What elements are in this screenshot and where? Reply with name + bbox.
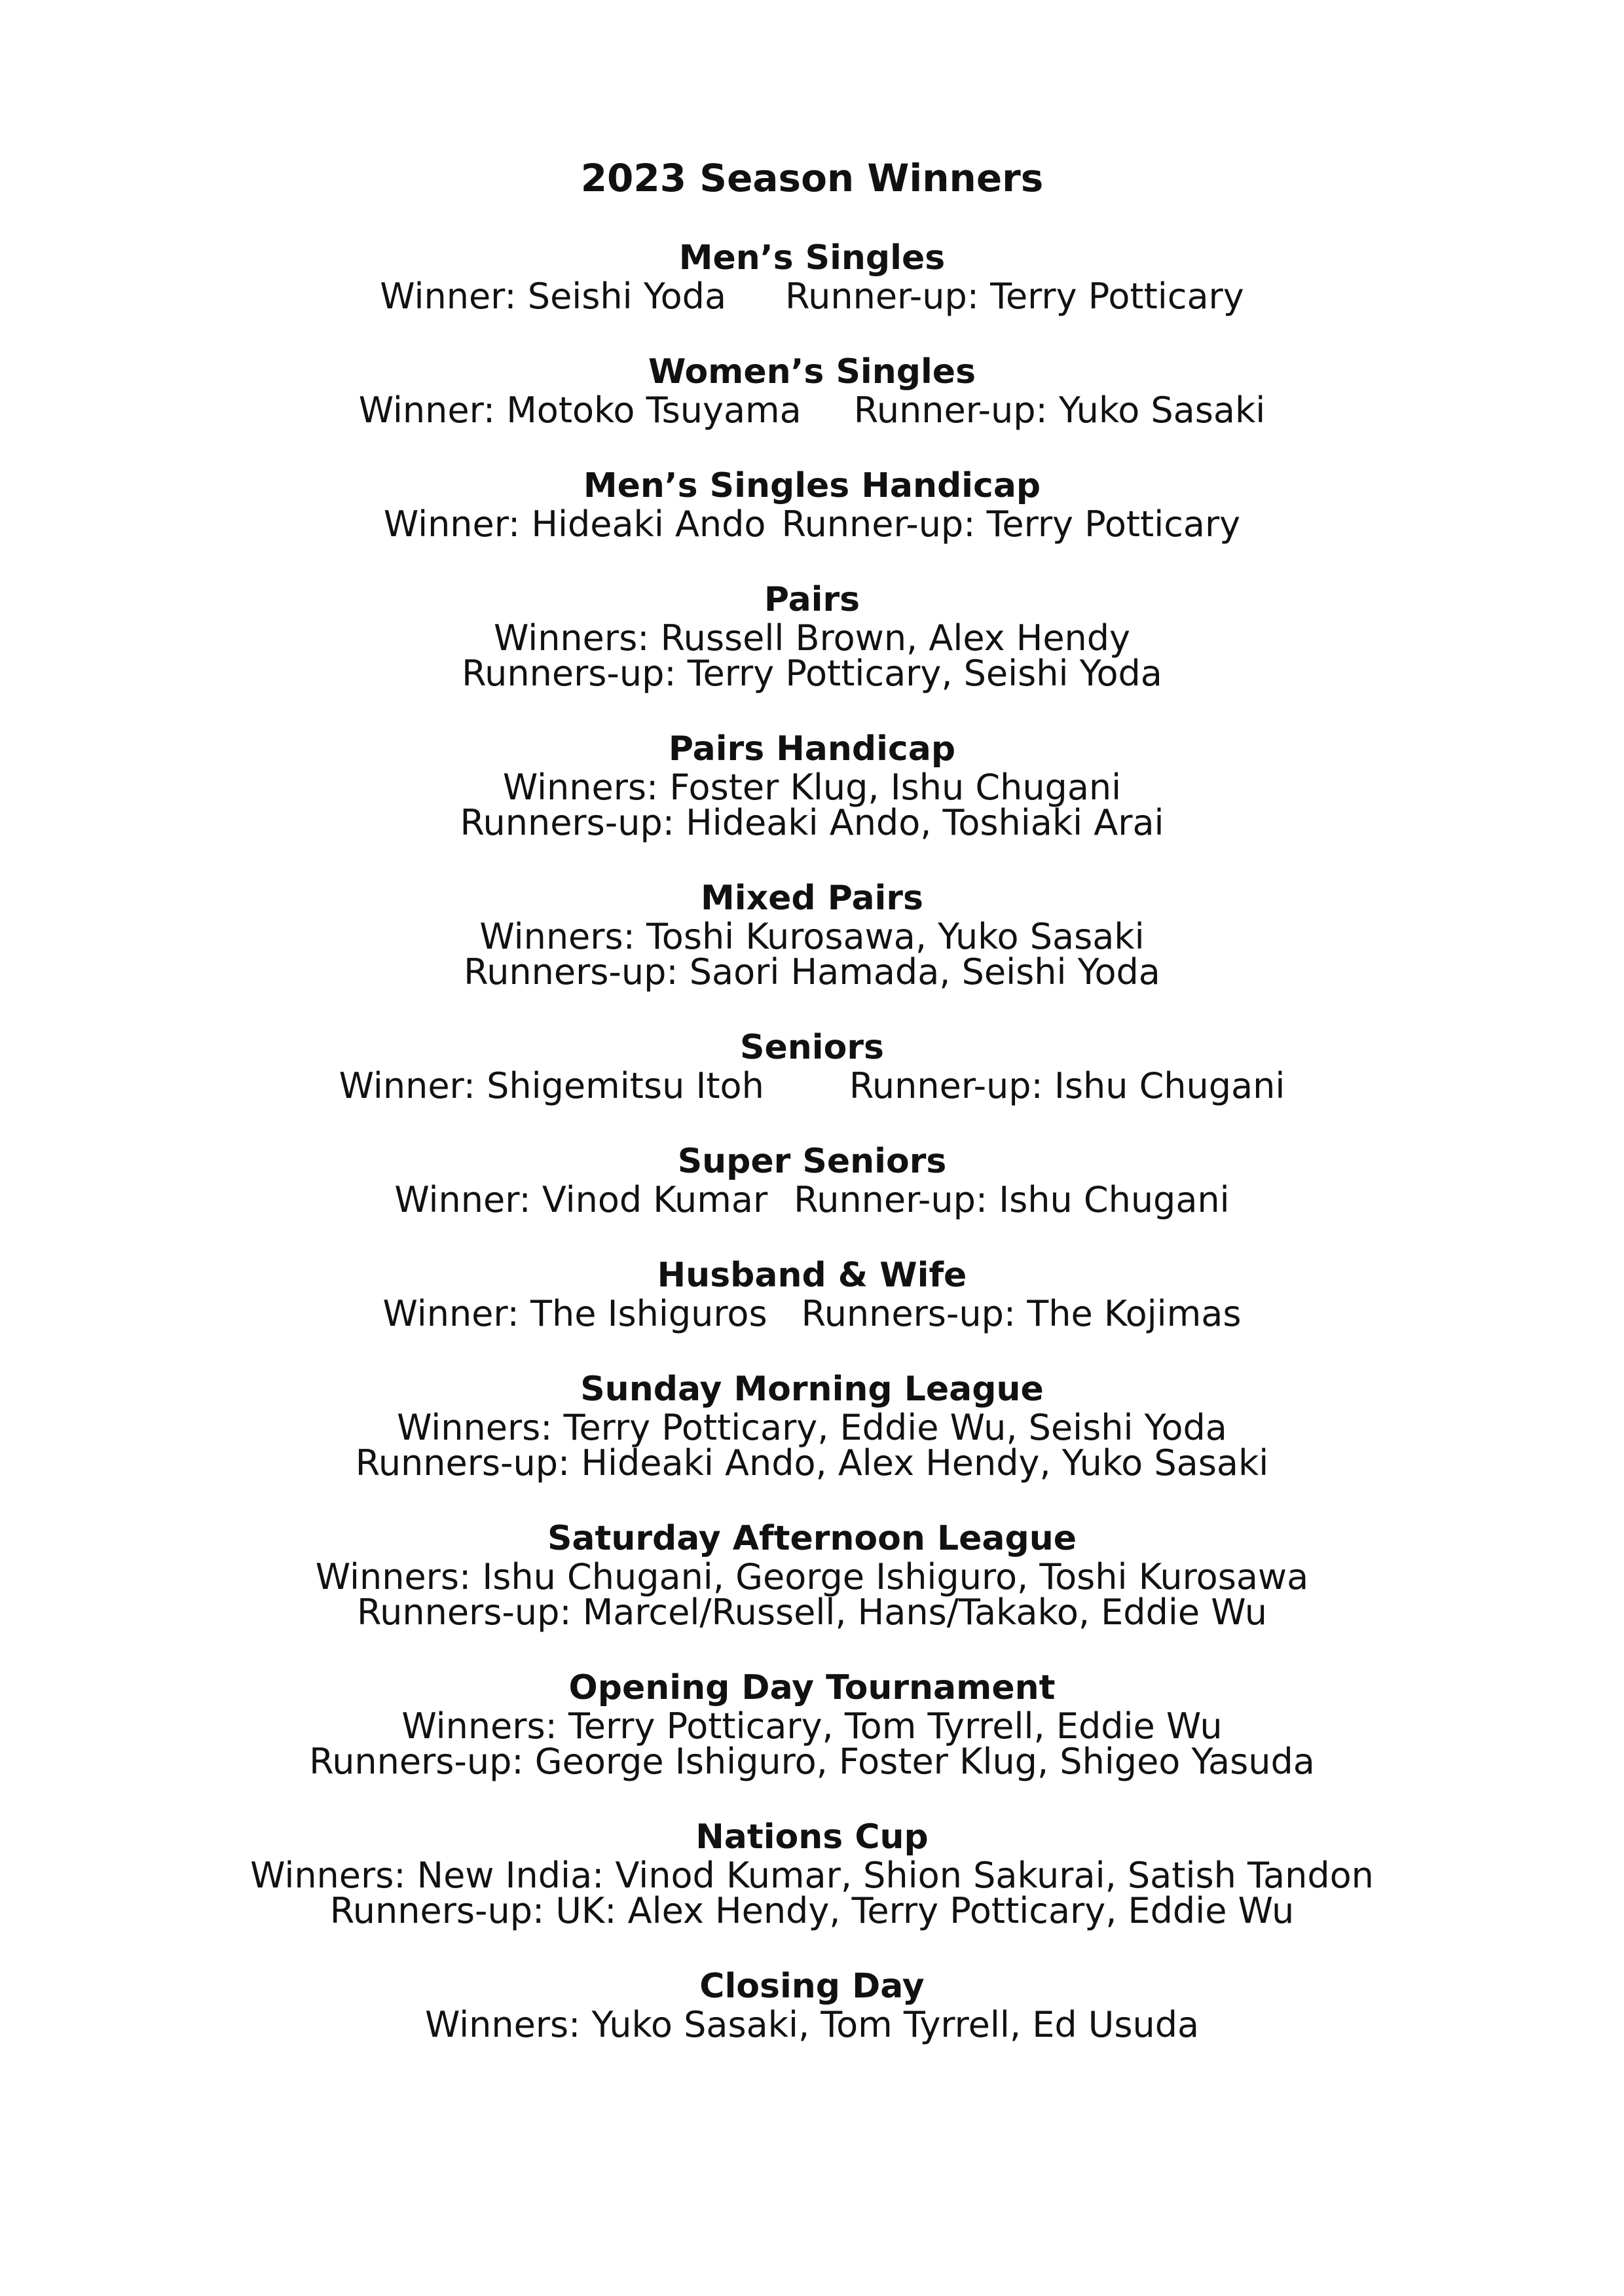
- runner-up-text: Runner-up: Ishu Chugani: [794, 1179, 1230, 1220]
- runners-up-line: Runners-up: UK: Alex Hendy, Terry Potticary, Eddie Wu: [329, 1890, 1295, 1931]
- section-heading: Mixed Pairs: [701, 879, 923, 918]
- winner-text: Winner: Motoko Tsuyama: [358, 390, 802, 431]
- section-mens-singles-handicap: [0, 465, 1624, 545]
- result-line: [0, 276, 1624, 317]
- result-line: [0, 1065, 1624, 1106]
- runners-up-line: Runners-up: Marcel/Russell, Hans/Takako, Eddie Wu: [357, 1592, 1267, 1633]
- section-heading: Pairs: [764, 580, 860, 619]
- section-nations-cup: [0, 1816, 1624, 1929]
- winners-line: Winners: Terry Potticary, Tom Tyrrell, Eddie Wu: [401, 1705, 1223, 1747]
- winner-text: Winner: Vinod Kumar: [394, 1179, 768, 1220]
- runners-up-line: Runners-up: George Ishiguro, Foster Klug, Shigeo Yasuda: [309, 1741, 1315, 1782]
- result-line: [0, 503, 1624, 545]
- runner-up-text: Runner-up: Terry Potticary: [785, 276, 1244, 317]
- section-heading: Women’s Singles: [648, 352, 976, 392]
- winners-line: Winners: Yuko Sasaki, Tom Tyrrell, Ed Usuda: [424, 2004, 1200, 2045]
- page-title: 2023 Season Winners: [580, 156, 1044, 200]
- winner-text: Winner: Shigemitsu Itoh: [339, 1065, 764, 1106]
- runner-up-text: Runner-up: Terry Potticary: [781, 503, 1241, 545]
- section-sunday-morning-league: [0, 1368, 1624, 1484]
- section-mens-singles: [0, 237, 1624, 317]
- winners-line: Winners: Foster Klug, Ishu Chugani: [502, 767, 1122, 808]
- runners-up-line: Runners-up: Saori Hamada, Seishi Yoda: [464, 951, 1160, 993]
- section-heading: Saturday Afternoon League: [547, 1519, 1077, 1558]
- winners-line: Winners: Russell Brown, Alex Hendy: [494, 617, 1130, 659]
- winner-text: Winner: Hideaki Ando: [383, 503, 766, 545]
- section-super-seniors: [0, 1140, 1624, 1218]
- section-heading: Closing Day: [699, 1967, 925, 2006]
- section-heading: Seniors: [740, 1028, 884, 1067]
- section-pairs-handicap: [0, 728, 1624, 841]
- result-line: [0, 390, 1624, 431]
- section-heading: Nations Cup: [695, 1817, 929, 1857]
- winner-text: Winner: The Ishiguros: [382, 1293, 767, 1334]
- section-heading: Husband & Wife: [657, 1256, 967, 1295]
- result-line: [0, 1293, 1624, 1334]
- runners-up-line: Runners-up: Hideaki Ando, Toshiaki Arai: [460, 802, 1164, 843]
- section-pairs: [0, 579, 1624, 694]
- section-heading: Sunday Morning League: [580, 1370, 1044, 1409]
- runner-up-text: Runner-up: Ishu Chugani: [849, 1065, 1285, 1106]
- winners-line: Winners: Terry Potticary, Eddie Wu, Seishi Yoda: [397, 1407, 1227, 1448]
- section-mixed-pairs: [0, 877, 1624, 993]
- section-saturday-afternoon-league: [0, 1518, 1624, 1633]
- section-womens-singles: [0, 351, 1624, 431]
- runner-up-text: Runner-up: Yuko Sasaki: [853, 390, 1266, 431]
- section-husband-and-wife: [0, 1254, 1624, 1332]
- section-opening-day-tournament: [0, 1667, 1624, 1782]
- section-heading: Opening Day Tournament: [568, 1668, 1056, 1707]
- section-heading: Men’s Singles: [678, 238, 946, 278]
- section-heading: Men’s Singles Handicap: [583, 466, 1041, 505]
- result-line: [0, 1179, 1624, 1220]
- section-closing-day: [0, 1965, 1624, 2043]
- runners-up-line: Runners-up: Hideaki Ando, Alex Hendy, Yuko Sasaki: [355, 1442, 1269, 1484]
- section-heading: Super Seniors: [677, 1142, 947, 1181]
- section-seniors: [0, 1027, 1624, 1104]
- winners-line: Winners: Toshi Kurosawa, Yuko Sasaki: [479, 916, 1145, 957]
- winners-line: Winners: Ishu Chugani, George Ishiguro, Toshi Kurosawa: [315, 1556, 1309, 1597]
- section-heading: Pairs Handicap: [668, 729, 956, 769]
- runners-up-line: Runners-up: Terry Potticary, Seishi Yoda: [462, 653, 1162, 694]
- runner-up-text: Runners-up: The Kojimas: [801, 1293, 1242, 1334]
- winners-line: Winners: New India: Vinod Kumar, Shion Sakurai, Satish Tandon: [250, 1855, 1374, 1896]
- winner-text: Winner: Seishi Yoda: [380, 276, 727, 317]
